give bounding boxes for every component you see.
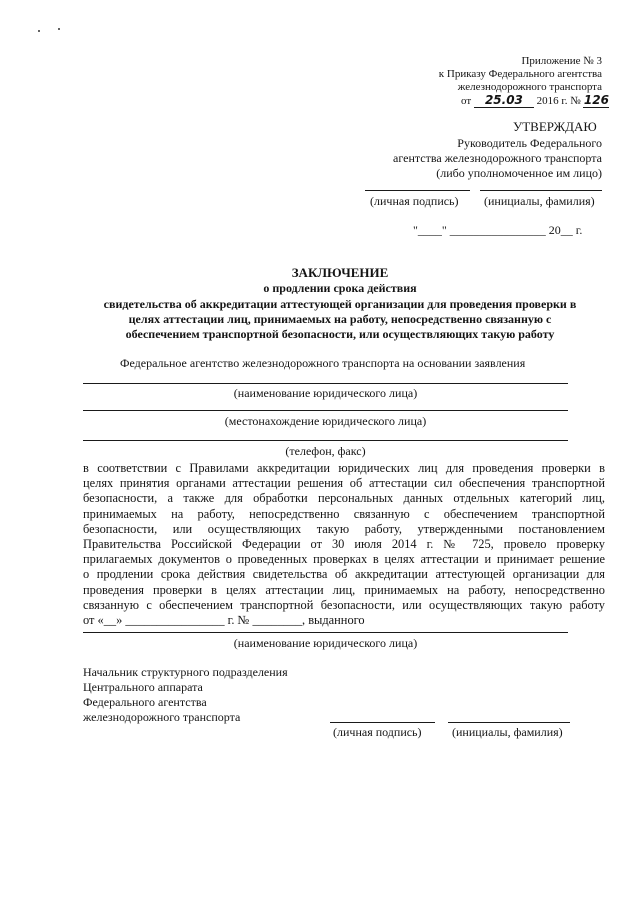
body-line: принимаемых на работу, непосредственно связанную с обеспечением транспортной xyxy=(83,506,605,521)
body-line: Правительства Российской Федерации от 30 июля 2014 г. № 725, провело проверку xyxy=(83,537,605,552)
document-title: ЗАКЛЮЧЕНИЕ xyxy=(291,265,389,280)
body-line: в соответствии с Правилами аккредитации юридических лиц для проведения проверки в xyxy=(83,461,605,475)
body-line: прилагаемых документов о проведенных проверках в целях аттестации и принимает решение xyxy=(83,552,605,567)
appendix-number-handwritten: 126 xyxy=(583,93,609,107)
signatory-signature-caption: (личная подпись) xyxy=(333,725,422,739)
signatory-initials-line xyxy=(448,722,570,723)
approval-line-1: Руководитель Федерального xyxy=(457,136,602,150)
scan-speck xyxy=(38,30,40,32)
location-line xyxy=(83,410,568,411)
appendix-line-3: железнодорожного транспорта xyxy=(457,81,602,93)
appendix-line-2: к Приказу Федерального агентства xyxy=(438,68,602,80)
approval-initials-line xyxy=(480,190,602,191)
phone-line xyxy=(83,440,568,441)
signatory-line-1: Начальник структурного подразделения xyxy=(83,665,288,679)
legal-entity-caption-2: (наименование юридического лица) xyxy=(233,636,418,650)
approval-title: УТВЕРЖДАЮ xyxy=(513,119,597,134)
approval-signature-caption: (личная подпись) xyxy=(370,194,459,208)
signatory-initials-caption: (инициалы, фамилия) xyxy=(452,725,563,739)
body-line: связанную с обеспечением транспортной безопасности, или осуществляющих такую работу xyxy=(83,597,605,612)
phone-caption: (телефон, факс) xyxy=(285,444,366,458)
signatory-signature-line xyxy=(330,722,435,723)
appendix-date-year: 2016 г. № xyxy=(536,95,581,107)
appendix-date-prefix: от xyxy=(461,95,472,107)
appendix-date-handwritten: 25.03 xyxy=(474,94,534,108)
title-sub-3: целях аттестации лиц, принимаемых на работу, непосредственно связанную с xyxy=(128,312,552,326)
scan-speck xyxy=(58,28,60,30)
approval-line-2: агентства железнодорожного транспорта xyxy=(393,151,602,165)
body-line: от «__» ________________ г. № ________, выданного xyxy=(83,613,365,628)
appendix-line-1: Приложение № 3 xyxy=(521,55,602,67)
signatory-line-3: Федерального агентства xyxy=(83,695,207,709)
intro-text: Федеральное агентство железнодорожного транспорта на основании заявления xyxy=(120,356,526,370)
appendix-date-line xyxy=(461,94,609,108)
body-line: безопасности, или осуществляющих такую работу, утвержденными постановлением xyxy=(83,521,605,536)
body-line: безопасности, а также для обработки персональных данных отдельных категорий лиц, xyxy=(83,491,605,506)
approval-signature-line xyxy=(365,190,470,191)
approval-line-3: (либо уполномоченное им лицо) xyxy=(436,166,602,180)
legal-entity-caption: (наименование юридического лица) xyxy=(233,386,418,400)
signatory-line-2: Центрального аппарата xyxy=(83,680,203,694)
title-sub-1: о продлении срока действия xyxy=(263,281,417,295)
body-paragraph xyxy=(83,461,605,628)
body-line: целях принятия органами аттестации решения об аттестации сил обеспечения транспортной xyxy=(83,476,605,491)
legal-entity-line-2 xyxy=(83,632,568,633)
signatory-line-4: железнодорожного транспорта xyxy=(83,710,241,724)
location-caption: (местонахождение юридического лица) xyxy=(224,414,427,428)
approval-initials-caption: (инициалы, фамилия) xyxy=(484,194,595,208)
legal-entity-line xyxy=(83,383,568,384)
body-line: о продлении срока действия свидетельства об аккредитации аттестующей организации для xyxy=(83,567,605,582)
title-sub-4: обеспечением транспортной безопасности, или осуществляющих такую работу xyxy=(125,327,555,341)
title-sub-2: свидетельства об аккредитации аттестующей организации для проведения проверки в xyxy=(103,297,577,311)
body-line: проведения проверки в целях аттестации лиц, принимаемых на работу, непосредственно xyxy=(83,582,605,597)
approval-date-line: "____" ________________ 20__ г. xyxy=(413,223,583,237)
